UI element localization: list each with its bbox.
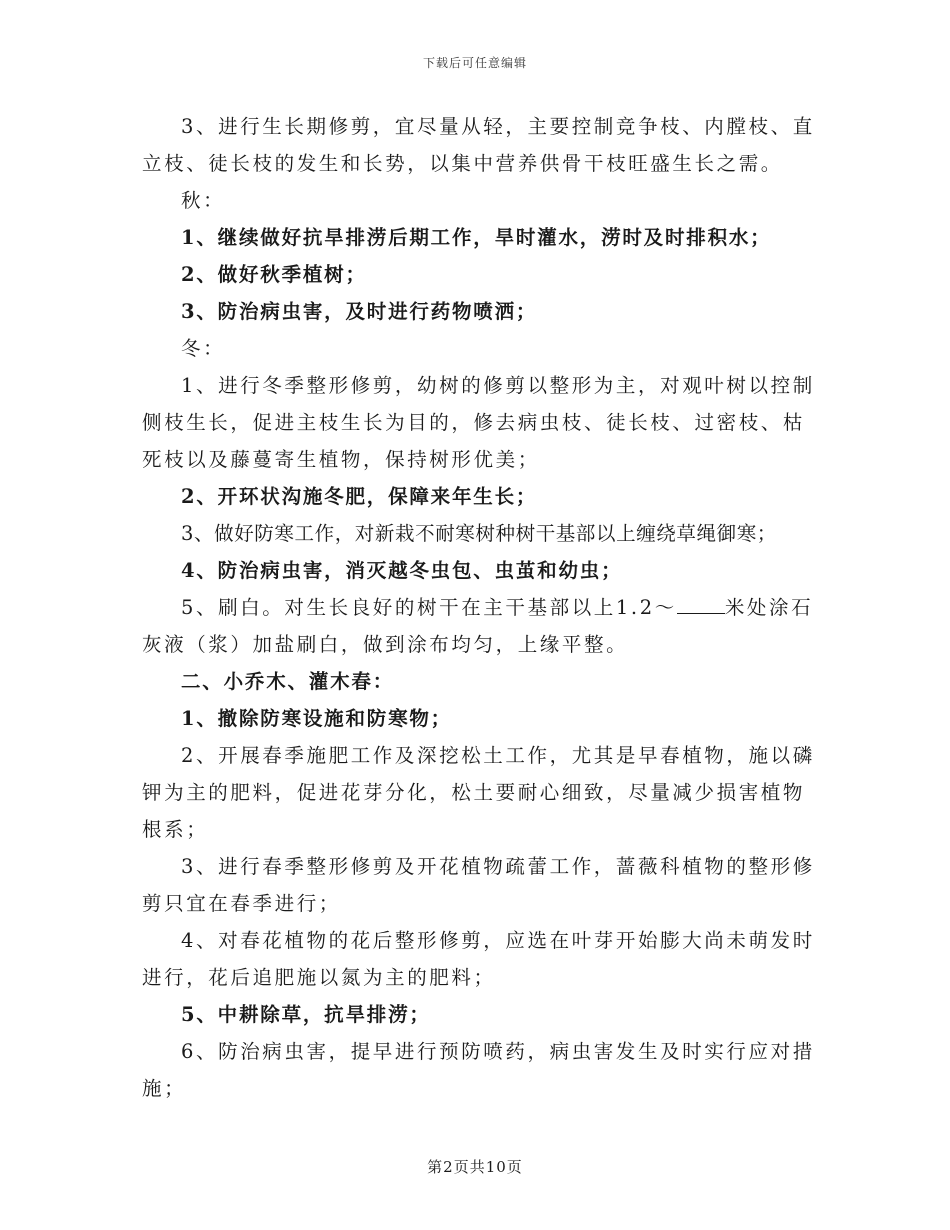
paragraph-spring-2: 2、开展春季施肥工作及深挖松土工作，尤其是早春植物，施以磷钾为主的肥料，促进花芽分化，松土要耐心细致，尽量减少损害植物根系； [142, 744, 815, 841]
page-number-footer: 第2页共10页 [427, 1158, 523, 1176]
document-body [142, 108, 818, 1107]
paragraph-growth-pruning: 3、进行生长期修剪，宜尽量从轻，主要控制竞争枝、内膛枝、直立枝、徒长枝的发生和长势，以集中营养供骨干枝旺盛生长之需。 [142, 115, 815, 175]
paragraph-winter-2: 2、开环状沟施冬肥，保障来年生长； [181, 485, 538, 508]
paragraph-spring-6: 6、防治病虫害，提早进行预防喷药，病虫害发生及时实行应对措施； [142, 1040, 815, 1100]
paragraph-autumn-3: 3、防治病虫害，及时进行药物喷洒； [181, 300, 538, 323]
section-shrub-spring-heading: 二、小乔木、灌木春： [181, 670, 395, 693]
header-note: 下载后可任意编辑 [422, 56, 527, 70]
paragraph-winter-4: 4、防治病虫害，消灭越冬虫包、虫茧和幼虫； [181, 559, 623, 582]
paragraph-spring-4: 4、对春花植物的花后整形修剪，应选在叶芽开始膨大尚未萌发时进行，花后追肥施以氮为主的肥料； [142, 929, 815, 989]
paragraph-winter-5-after: 米处涂石灰液（浆）加盐刷白，做到涂布均匀，上缘平整。 [142, 596, 814, 656]
paragraph-autumn-1: 1、继续做好抗旱排涝后期工作，旱时灌水，涝时及时排积水； [181, 226, 772, 249]
paragraph-autumn-2: 2、做好秋季植树； [181, 263, 367, 286]
paragraph-spring-3: 3、进行春季整形修剪及开花植物疏蕾工作，蔷薇科植物的整形修剪只宜在春季进行； [142, 855, 815, 915]
paragraph-winter-1: 1、进行冬季整形修剪，幼树的修剪以整形为主，对观叶树以控制侧枝生长，促进主枝生长为目的，修去病虫枝、徒长枝、过密枝、枯死枝以及藤蔓寄生植物，保持树形优美； [142, 374, 815, 471]
paragraph-winter-5-before: 5、刷白。对生长良好的树干在主干基部以上1.2～ [181, 596, 677, 619]
paragraph-spring-5: 5、中耕除草，抗旱排涝； [181, 1003, 431, 1026]
section-winter-heading: 冬： [181, 337, 226, 360]
fill-in-blank [677, 595, 725, 614]
paragraph-winter-5 [142, 589, 818, 663]
paragraph-winter-3: 3、做好防寒工作，对新栽不耐寒树种树干基部以上缠绕草绳御寒； [181, 522, 777, 545]
section-autumn-heading: 秋： [181, 189, 226, 212]
paragraph-spring-1: 1、撤除防寒设施和防寒物； [181, 707, 452, 730]
